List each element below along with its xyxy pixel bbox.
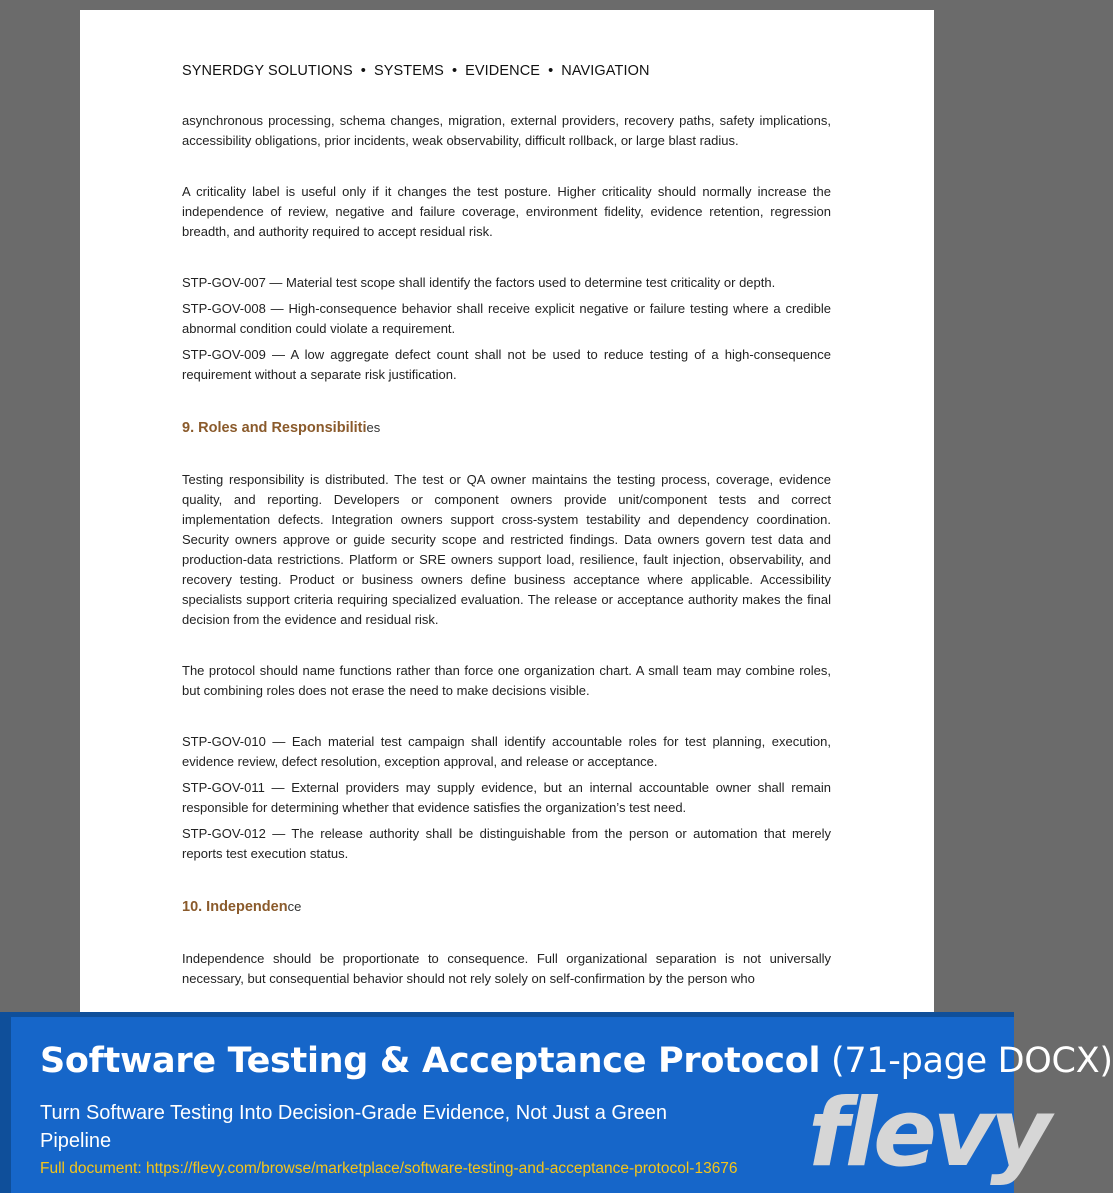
document-body: [182, 111, 831, 989]
requirement-stp-gov-009: STP-GOV-009 — A low aggregate defect count shall not be used to reduce testing of a high-consequence requirement without a separate risk justification.: [182, 347, 831, 382]
paragraph: The protocol should name functions rather than force one organization chart. A small team may combine roles, but combining roles does not erase the need to make decisions visible.: [182, 663, 831, 698]
banner-title: [40, 1041, 1113, 1081]
requirement-stp-gov-007: STP-GOV-007 — Material test scope shall identify the factors used to determine test criticality or depth.: [182, 275, 776, 290]
header-separator: •: [548, 63, 554, 79]
requirement-stp-gov-012: STP-GOV-012 — The release authority shall be distinguishable from the person or automation that merely reports test execution status.: [182, 826, 831, 861]
heading-tail: ce: [287, 899, 302, 914]
document-url-link[interactable]: https://flevy.com/browse/marketplace/software-testing-and-acceptance-protocol-13676: [145, 1160, 738, 1177]
section-heading-independence: [182, 897, 831, 917]
promo-banner-panel: [11, 1017, 1113, 1193]
header-separator: •: [360, 63, 366, 79]
heading-tail: es: [366, 420, 381, 435]
header-item-systems: SYSTEMS: [373, 63, 444, 79]
banner-subtitle: Turn Software Testing Into Decision-Grade Evidence, Not Just a Green Pipeline: [40, 1102, 667, 1152]
header-company: SYNERDGY SOLUTIONS: [182, 63, 353, 79]
requirement-stp-gov-008: STP-GOV-008 — High-consequence behavior shall receive explicit negative or failure testing where a credible abnormal condition could violate a requirement.: [182, 301, 831, 336]
link-label: Full document:: [40, 1160, 146, 1177]
banner-link: [40, 1160, 738, 1178]
banner-title-page-count: (71-page DOCX): [831, 1041, 1113, 1081]
banner-title-bold: Software Testing & Acceptance Protocol: [40, 1041, 821, 1081]
section-heading-roles: [182, 418, 831, 438]
header-item-evidence: EVIDENCE: [465, 63, 541, 79]
paragraph: Testing responsibility is distributed. The test or QA owner maintains the testing process, coverage, evidence quality, and reporting. Developers or component owners provide unit/component tests and correct implementation defects. Integration owners support cross-system testability and dependency coordination. Security owners approve or guide security scope and restricted findings. Data owners govern test data and production-data restrictions. Platform or SRE owners support load, resilience, fault injection, observability, and recovery testing. Product or business owners define business acceptance where applicable. Accessibility specialists support criteria requiring specialized evaluation. The release or acceptance authority makes the final decision from the evidence and residual risk.: [182, 472, 831, 627]
requirement-stp-gov-010: STP-GOV-010 — Each material test campaign shall identify accountable roles for test planning, execution, evidence review, defect resolution, exception approval, and release or acceptance.: [182, 734, 831, 769]
heading-text: 10. Independen: [182, 899, 288, 915]
promo-banner: [0, 1012, 1113, 1193]
heading-text: 9. Roles and Responsibiliti: [182, 420, 367, 436]
header-item-navigation: NAVIGATION: [561, 63, 650, 79]
requirement-stp-gov-011: STP-GOV-011 — External providers may supply evidence, but an internal accountable owner shall remain responsible for determining whether that evidence satisfies the organization’s test need.: [182, 780, 831, 815]
document-header: [182, 63, 832, 79]
flevy-logo: flevy: [808, 1079, 1048, 1188]
paragraph: Independence should be proportionate to consequence. Full organizational separation is not universally necessary, but consequential behavior should not rely solely on self-confirmation by the person who: [182, 951, 831, 986]
paragraph: A criticality label is useful only if it changes the test posture. Higher criticality should normally increase the independence of review, negative and failure coverage, environment fidelity, evidence retention, regression breadth, and authority required to accept residual risk.: [182, 184, 831, 239]
header-separator: •: [451, 63, 458, 79]
paragraph: asynchronous processing, schema changes, migration, external providers, recovery paths, safety implications, accessibility obligations, prior incidents, weak observability, difficult rollback, or large blast radius.: [182, 113, 831, 148]
document-page: [80, 10, 934, 1020]
